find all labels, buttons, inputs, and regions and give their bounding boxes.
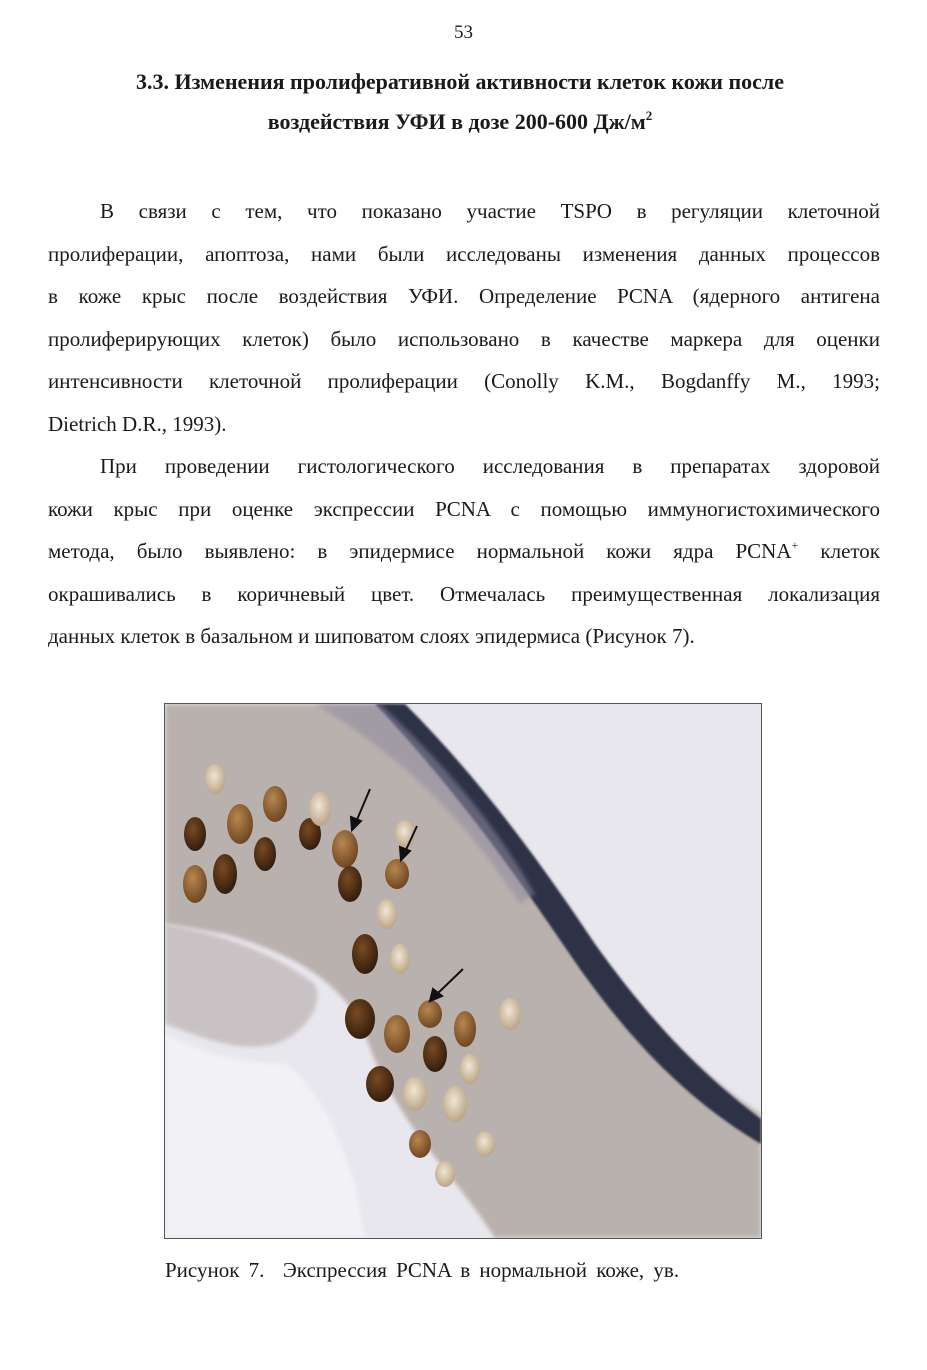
section-heading [60,62,860,142]
paragraph-1-line: интенсивности клеточной пролиферации (Conolly K.M., Bogdanffy M., 1993; [48,369,880,393]
heading-line-2-text: воздействия УФИ в дозе 200-600 Дж/м [267,109,646,134]
pcna-positive-nucleus [366,1066,394,1102]
pcna-positive-nucleus [213,854,237,894]
pcna-positive-nucleus [254,837,276,871]
heading-line-1: 3.3. Изменения пролиферативной активности клеток кожи после [135,69,785,94]
paragraph-1-line: пролиферирующих клеток) было использовано в качестве маркера для оценки [48,326,880,351]
pcna-negative-nucleus [395,820,415,848]
pcna-negative-nucleus [443,1086,467,1122]
pcna-plus-superscript: + [791,538,799,552]
figure-caption: Рисунок 7. Экспрессия PCNA в нормальной коже, ув. [165,1258,680,1282]
pcna-positive-nucleus [183,865,207,903]
pcna-positive-nucleus [184,817,206,851]
pcna-positive-nucleus [352,934,378,974]
paragraph-2-line-3a: метода, было выявлено: в эпидермисе нормальной кожи ядра PCNA [48,539,792,563]
pcna-negative-nucleus [377,899,397,929]
pcna-negative-nucleus [499,998,521,1030]
paragraph-2-line-3b: клеток [798,539,881,563]
paragraph-2-line [48,530,880,573]
heading-line-2 [60,102,860,142]
pcna-positive-nucleus [227,804,253,844]
paragraph-1-line: пролиферации, апоптоза, нами были исследованы изменения данных процессов [48,241,880,266]
paragraph-2-line: При проведении гистологического исследования в препаратах здоровой [100,454,880,478]
pcna-negative-nucleus [435,1161,455,1187]
pcna-positive-nucleus [384,1015,410,1053]
paragraph-2-line: окрашивались в коричневый цвет. Отмечалась преимущественная локализация [48,581,880,606]
pcna-positive-nucleus [423,1036,447,1072]
pcna-positive-nucleus [418,1000,442,1028]
paragraph-1-line: в коже крыс после воздействия УФИ. Определение PCNA (ядерного антигена [48,284,880,308]
pcna-negative-nucleus [475,1131,495,1157]
pcna-negative-nucleus [309,792,331,826]
pcna-positive-nucleus [345,999,375,1039]
pcna-negative-nucleus [390,944,410,974]
pcna-negative-nucleus [403,1077,427,1111]
pcna-positive-nucleus [338,866,362,902]
micrograph-figure [164,703,762,1239]
page-number: 53 [454,22,473,43]
paragraph-2-line: данных клеток в базальном и шиповатом слоях эпидермиса (Рисунок 7). [48,624,695,648]
pcna-positive-nucleus [385,859,409,889]
micrograph-image [165,704,761,1238]
pcna-negative-nucleus [460,1054,480,1084]
pcna-positive-nucleus [409,1130,431,1158]
heading-superscript: 2 [645,108,653,123]
pcna-positive-nucleus [332,830,358,868]
pcna-negative-nucleus [205,764,225,794]
pcna-positive-nucleus [454,1011,476,1047]
pcna-positive-nucleus [263,786,287,822]
paragraph-1-line: Dietrich D.R., 1993). [48,411,227,436]
paragraph-2 [48,445,880,658]
paragraph-1 [48,190,880,445]
paragraph-2-line: кожи крыс при оценке экспрессии PCNA с помощью иммуногистохимического [48,496,880,521]
paragraph-1-line: В связи с тем, что показано участие TSPO в регуляции клеточной [100,199,880,223]
